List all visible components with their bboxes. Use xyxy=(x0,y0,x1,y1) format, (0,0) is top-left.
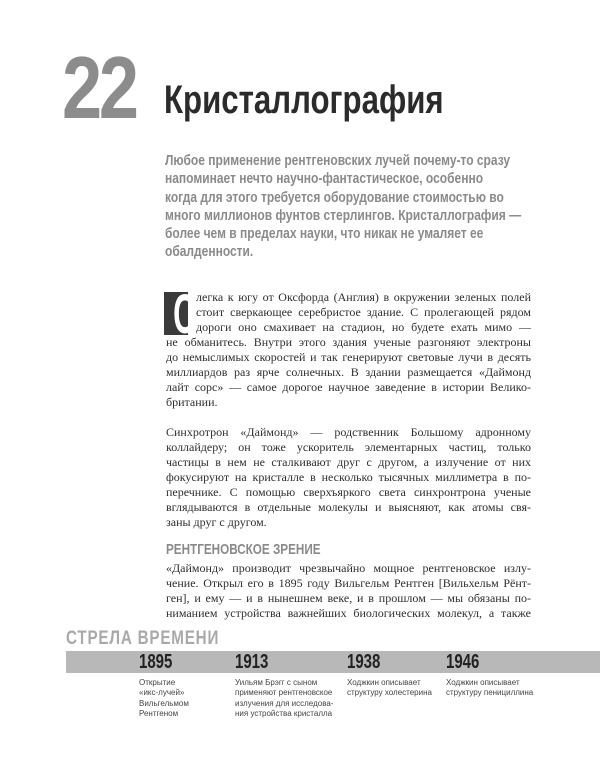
text-line: «Даймонд» производит чрезвычайно мощное рентгеновское излу- xyxy=(166,561,531,575)
text-line: коллайдеру; он тоже ускоритель элементарных частиц, только xyxy=(166,440,531,454)
text-line: ниманием устройства важнейших биологических молекул, а также xyxy=(166,606,531,620)
desc-line: Открытие xyxy=(139,678,176,687)
lead-line: Любое применение рентгеновских лучей почему-то сразу xyxy=(165,152,511,169)
text-line: частицы в нем не сталкивают друг с другом, а излучение от них xyxy=(166,455,531,469)
desc-line: излучения для исследова- xyxy=(235,698,334,708)
drop-cap-letter: С xyxy=(173,282,196,345)
lead-line: напоминает нечто научно-фантастическое, особенно xyxy=(165,170,484,188)
event-year: 1938 xyxy=(347,651,381,673)
text-line: заны друг с другом. xyxy=(166,515,267,529)
timeline-event xyxy=(347,651,432,699)
lead-line: более чем в пределах науки, что никак не умаляет ее xyxy=(165,225,484,243)
timeline-event xyxy=(139,651,189,720)
event-description xyxy=(446,678,533,699)
paragraph-2 xyxy=(166,425,531,530)
event-description xyxy=(235,678,333,720)
text-line: британии. xyxy=(166,395,218,409)
text-line: Синхротрон «Даймонд» — родственник Большому адронному xyxy=(166,425,531,439)
event-year: 1946 xyxy=(446,651,480,673)
desc-line: ния устройства кристалла xyxy=(235,709,333,719)
lead-line: обалденности. xyxy=(165,243,254,261)
text-line: вглядываются в отдельные молекулы и выясняют, как атомы свя- xyxy=(166,500,531,514)
desc-line: структуру холестерина xyxy=(347,688,432,698)
event-description xyxy=(139,678,189,720)
desc-line: Ходжкин описывает xyxy=(446,678,520,687)
timeline-title: СТРЕЛА ВРЕМЕНИ xyxy=(66,628,220,649)
lead-line: когда для этого требуется оборудование стоимостью во xyxy=(165,188,504,206)
text-line: ген], и ему — и в нынешнем веке, и в прошлом — мы обязаны по- xyxy=(166,591,531,605)
event-description xyxy=(347,678,432,699)
text-line: миллиардов раз ярче солнечных. В здании размещается «Даймонд xyxy=(166,365,531,379)
text-line: не обманитесь. Внутри этого здания ученые разгоняют электроны xyxy=(166,335,531,349)
paragraph-3 xyxy=(166,561,531,621)
text-line: легка к югу от Оксфорда (Англия) в окружении зеленых полей xyxy=(196,290,531,304)
desc-line: Рентгеном xyxy=(139,709,179,719)
lead-line: много миллионов фунтов стерлингов. Кристаллография — xyxy=(165,206,522,224)
desc-line: структуру пенициллина xyxy=(446,688,534,698)
desc-line: применяют рентгеновское xyxy=(235,688,333,698)
text-line: фокусируют на кристалле в несколько тысячных миллиметра в по- xyxy=(166,470,531,484)
section-subheading: РЕНТГЕНОВСКОЕ ЗРЕНИЕ xyxy=(166,541,321,558)
chapter-title: Кристаллография xyxy=(164,78,444,122)
text-line: чение. Открыл его в 1895 году Вильгельм Рентген [Вильхельм Рёнт- xyxy=(166,576,531,590)
timeline-event xyxy=(235,651,333,720)
text-line: перечнике. С помощью сверхъяркого света синхронтрона ученые xyxy=(166,485,531,499)
desc-line: Ходжкин описывает xyxy=(347,678,421,687)
text-line: лайт сорс» — самое дорогое научное заведение в истории Велико- xyxy=(166,380,531,394)
text-line: дороги оно смахивает на стадион, но будете ехать мимо — xyxy=(196,320,531,334)
event-year: 1913 xyxy=(235,651,269,673)
paragraph-1 xyxy=(166,282,531,410)
text-line: до немыслимых скоростей и так генерируют световые лучи в десять xyxy=(166,350,531,364)
timeline-event xyxy=(446,651,533,699)
chapter-number: 22 xyxy=(62,38,136,137)
desc-line: «икс-лучей» xyxy=(139,688,185,698)
lead-paragraph xyxy=(165,152,521,262)
text-line: стоит сверкающее серебристое здание. С пролегающей рядом xyxy=(196,305,531,319)
event-year: 1895 xyxy=(139,651,173,673)
desc-line: Уильям Брэгг с сыном xyxy=(235,678,318,687)
desc-line: Вильгельмом xyxy=(139,698,189,708)
